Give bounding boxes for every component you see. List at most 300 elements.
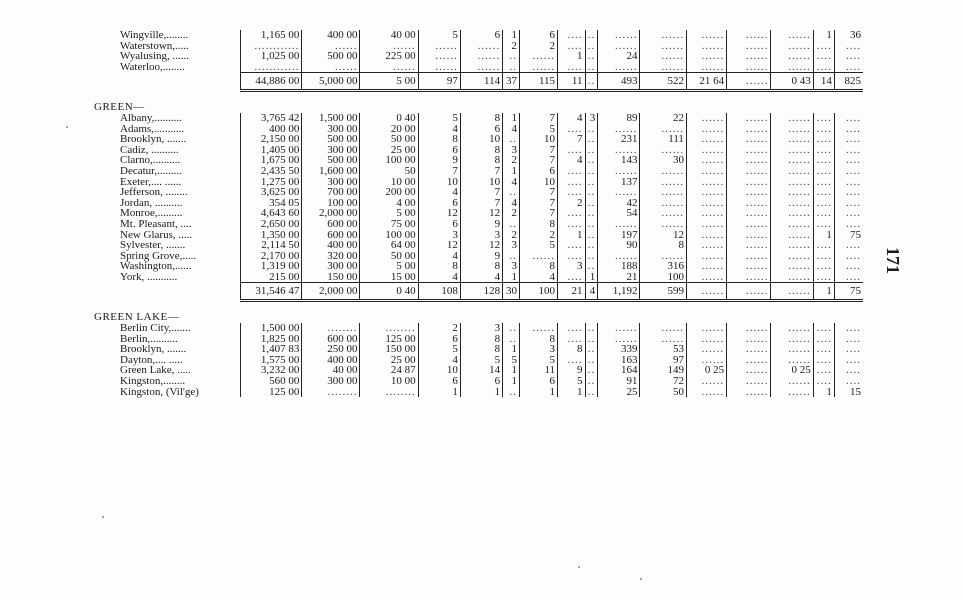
value-cell: 25 00 [360,145,418,156]
town-name: Brooklyn, ....... [120,133,187,146]
value-cell: .... [813,134,834,145]
value-cell: 300 00 [302,124,360,135]
value-cell: .. [585,334,598,345]
value-cell: 24 [598,51,640,62]
value-cell: 7 [460,198,502,209]
value-cell: .... [813,208,834,219]
town-name: Washington,...... [120,260,192,273]
value-cell: 150 00 [360,344,418,355]
value-cell: .... [558,124,585,135]
value-cell: 0 25 [771,365,813,376]
value-cell: ...... [640,62,686,73]
value-cell: .... [834,334,863,345]
value-cell: .... [558,355,585,366]
value-cell: ...... [771,208,813,219]
value-cell: 75 00 [360,219,418,230]
town-name: Exeter,.... ...... [120,175,182,188]
value-cell: ...... [598,30,640,41]
town-name: Wyalusing, ...... [120,50,189,63]
value-cell: .... [558,323,585,334]
value-cell: 164 [598,365,640,376]
value-cell: 5 [418,30,460,41]
value-cell: 30 [503,283,520,301]
value-cell: 125 00 [241,387,302,398]
value-cell: 25 [598,387,640,398]
value-cell: ...... [771,283,813,301]
town-name [118,283,241,301]
value-cell: .. [503,51,520,62]
value-cell: ........ [302,387,360,398]
value-cell: 30 [640,155,686,166]
value-cell: 22 [640,113,686,124]
value-cell: 7 [520,113,558,124]
value-cell: ...... [771,30,813,41]
paper-speck [102,516,104,518]
value-cell: ........ [302,323,360,334]
value-cell: .. [585,145,598,156]
value-cell: 3 [460,230,502,241]
value-cell: ...... [771,187,813,198]
value-cell: ...... [771,334,813,345]
value-cell: ...... [727,145,771,156]
value-cell: 522 [640,73,686,91]
value-cell: 6 [418,198,460,209]
value-cell: 4 [418,272,460,283]
value-cell: 599 [640,283,686,301]
value-cell: 6 [460,376,502,387]
value-cell: 20 00 [360,124,418,135]
value-cell: ...... [360,41,418,52]
value-cell: .. [585,365,598,376]
value-cell: ............ [241,41,302,52]
value-cell: 137 [598,177,640,188]
value-cell: 5 [418,344,460,355]
value-cell: 108 [418,283,460,301]
value-cell: 300 00 [302,145,360,156]
value-cell: ...... [640,198,686,209]
value-cell: .. [585,41,598,52]
value-cell: 97 [418,73,460,91]
value-cell: ...... [727,208,771,219]
value-cell: 2,650 00 [241,219,302,230]
value-cell: 8 [460,344,502,355]
value-cell: ...... [771,272,813,283]
value-cell: 4 [418,355,460,366]
value-cell: ...... [727,387,771,398]
value-cell: ...... [686,134,726,145]
value-cell: 3,232 00 [241,365,302,376]
value-cell: .. [585,251,598,262]
value-cell: .. [585,219,598,230]
value-cell: ...... [686,145,726,156]
value-cell: 4 [520,272,558,283]
value-cell: 50 00 [360,251,418,262]
value-cell: ...... [686,230,726,241]
town-row [118,113,863,124]
value-cell: ...... [640,41,686,52]
value-cell: 21 [558,283,585,301]
value-cell: 200 00 [360,187,418,198]
value-cell: 5 [418,113,460,124]
value-cell: 1,165 00 [241,30,302,41]
value-cell: ...... [686,187,726,198]
value-cell: 400 00 [241,124,302,135]
page-number: 171 [883,247,903,274]
value-cell: 300 00 [302,261,360,272]
value-cell: ...... [727,62,771,73]
value-cell: 700 00 [302,187,360,198]
town-name: Cadiz, .......... [120,143,179,156]
value-cell: 3 [503,261,520,272]
value-cell: .... [813,51,834,62]
value-cell: .. [585,355,598,366]
value-cell: ...... [686,219,726,230]
value-cell: 1 [503,365,520,376]
value-cell: 5 [520,355,558,366]
value-cell: .... [813,187,834,198]
value-cell: 31,546 47 [241,283,302,301]
value-cell: ...... [771,251,813,262]
value-cell: .. [585,134,598,145]
value-cell: 3 [503,145,520,156]
value-cell: ...... [727,198,771,209]
value-cell: 54 [598,208,640,219]
value-cell: ...... [727,124,771,135]
value-cell: ...... [302,62,360,73]
value-cell: ...... [686,355,726,366]
value-cell: ...... [771,240,813,251]
value-cell: .. [585,323,598,334]
town-name [118,73,241,91]
value-cell: .. [585,51,598,62]
value-cell: .... [558,187,585,198]
value-cell: ...... [360,62,418,73]
town-name: Berlin City,....... [120,322,191,335]
value-cell: 64 00 [360,240,418,251]
value-cell: 4 [585,283,598,301]
value-cell: 9 [460,219,502,230]
value-cell: .. [585,344,598,355]
value-cell: .. [585,124,598,135]
town-name: Jordan, .......... [120,196,183,209]
value-cell: .... [834,177,863,188]
value-cell: 1 [520,387,558,398]
value-cell: .... [834,365,863,376]
value-cell: ...... [686,113,726,124]
value-cell: 111 [640,134,686,145]
value-cell: ...... [771,134,813,145]
town-name: Waterstown,..... [120,39,189,52]
value-cell: .... [834,219,863,230]
county-name: GREEN— [94,101,145,114]
value-cell: ...... [640,208,686,219]
value-cell: 4 [418,187,460,198]
value-cell: 1,192 [598,283,640,301]
town-name: York, ........... [120,271,178,284]
value-cell: .... [813,323,834,334]
value-cell: 91 [598,376,640,387]
value-cell: .. [503,251,520,262]
value-cell: .... [834,41,863,52]
value-cell: 9 [558,365,585,376]
value-cell: 7 [558,134,585,145]
value-cell: 12 [418,208,460,219]
value-cell: .... [558,208,585,219]
value-cell: 42 [598,198,640,209]
section-gap [118,91,863,103]
value-cell: ...... [640,30,686,41]
value-cell: ...... [727,334,771,345]
value-cell: 0 40 [360,283,418,301]
value-cell: ............ [241,62,302,73]
value-cell: 500 00 [302,51,360,62]
value-cell: 149 [640,365,686,376]
value-cell: 5 [520,124,558,135]
value-cell: 320 00 [302,251,360,262]
value-cell: .... [558,251,585,262]
value-cell: 114 [460,73,502,91]
value-cell: .... [834,251,863,262]
value-cell: 3 [520,344,558,355]
value-cell: .... [813,355,834,366]
value-cell: 560 00 [241,376,302,387]
value-cell: 8 [460,145,502,156]
value-cell: .... [834,187,863,198]
value-cell: .... [813,344,834,355]
value-cell: ...... [640,177,686,188]
value-cell: .... [834,344,863,355]
value-cell: 2 [503,41,520,52]
value-cell: 14 [813,73,834,91]
value-cell: .. [585,166,598,177]
value-cell: .. [585,261,598,272]
town-name: Sylvester, ....... [120,239,186,252]
value-cell: 7 [460,166,502,177]
value-cell: 1 [558,387,585,398]
value-cell: 115 [520,73,558,91]
town-row [118,30,863,41]
value-cell: 2,000 00 [302,283,360,301]
value-cell: ...... [771,344,813,355]
town-name: Waterloo,........ [120,61,185,74]
value-cell: ...... [727,283,771,301]
town-name: Decatur,......... [120,164,182,177]
value-cell: 9 [460,251,502,262]
value-cell: ...... [686,376,726,387]
value-cell: 0 40 [360,113,418,124]
value-cell: ...... [771,145,813,156]
value-cell: 6 [418,219,460,230]
town-name: Monroe,......... [120,207,183,220]
value-cell: 8 [460,261,502,272]
value-cell: .. [585,155,598,166]
value-cell: 5 [460,355,502,366]
value-cell: 1,405 00 [241,145,302,156]
value-cell: ...... [686,344,726,355]
value-cell: 8 [520,261,558,272]
section-gap [118,301,863,313]
value-cell: 11 [558,73,585,91]
value-cell: 300 00 [302,376,360,387]
value-cell: 10 [520,134,558,145]
value-cell: .. [585,177,598,188]
value-cell: 2 [520,230,558,241]
value-cell: ...... [520,251,558,262]
value-cell: 1 [813,387,834,398]
value-cell: 6 [418,145,460,156]
value-cell: 15 00 [360,272,418,283]
value-cell: 9 [418,155,460,166]
value-cell: 21 64 [686,73,726,91]
value-cell: 44,886 00 [241,73,302,91]
value-cell: 12 [418,240,460,251]
value-cell: .... [558,41,585,52]
value-cell: 100 00 [360,230,418,241]
value-cell: 3 [585,113,598,124]
value-cell: ...... [771,177,813,188]
value-cell: 12 [640,230,686,241]
value-cell: 8 [520,334,558,345]
value-cell: 5 00 [360,261,418,272]
value-cell: 3 [503,240,520,251]
town-name: Kingston, (Vil'ge) [120,385,199,398]
value-cell: 7 [520,208,558,219]
value-cell: ...... [686,51,726,62]
value-cell: .... [558,240,585,251]
town-name: Dayton,.... ..... [120,353,183,366]
value-cell: ...... [520,51,558,62]
value-cell: ...... [727,51,771,62]
value-cell: 300 00 [302,177,360,188]
value-cell: ...... [727,30,771,41]
value-cell: 10 [460,134,502,145]
value-cell: ...... [771,323,813,334]
value-cell: .... [834,208,863,219]
value-cell: 500 00 [302,155,360,166]
value-cell: 50 00 [360,134,418,145]
value-cell: ...... [640,145,686,156]
value-cell: .... [834,51,863,62]
value-cell: 2 [503,230,520,241]
value-cell: 4 [503,177,520,188]
value-cell: ...... [727,240,771,251]
value-cell: 1,500 00 [302,113,360,124]
value-cell: .. [503,219,520,230]
value-cell: .... [834,134,863,145]
value-cell: .. [585,73,598,91]
value-cell: 37 [503,73,520,91]
value-cell: .. [503,62,520,73]
value-cell: .... [834,113,863,124]
value-cell: 8 [640,240,686,251]
value-cell: 354 05 [241,198,302,209]
value-cell: 5 00 [360,208,418,219]
value-cell: 10 [520,177,558,188]
value-cell: ...... [727,41,771,52]
value-cell: 825 [834,73,863,91]
value-cell: 339 [598,344,640,355]
value-cell: 14 [460,365,502,376]
value-cell: 600 00 [302,334,360,345]
value-cell: 10 [418,365,460,376]
value-cell: 10 [460,177,502,188]
value-cell: 8 [558,344,585,355]
value-cell: 100 00 [360,155,418,166]
value-cell: ...... [686,155,726,166]
value-cell: .... [834,376,863,387]
value-cell: 1 [813,30,834,41]
value-cell: 2 [520,41,558,52]
value-cell: ...... [460,41,502,52]
value-cell: ...... [460,62,502,73]
value-cell: ...... [771,219,813,230]
town-row [118,166,863,177]
value-cell: 1 [503,166,520,177]
value-cell: .. [585,187,598,198]
value-cell: 1 [503,344,520,355]
value-cell: ...... [598,323,640,334]
value-cell: 1,825 00 [241,334,302,345]
value-cell: 4 [503,198,520,209]
value-cell: ...... [727,73,771,91]
value-cell: ...... [771,41,813,52]
value-cell: ...... [598,166,640,177]
value-cell: ...... [520,323,558,334]
value-cell: .... [834,240,863,251]
value-cell: ...... [418,51,460,62]
value-cell: ...... [727,251,771,262]
value-cell: .. [503,134,520,145]
value-cell: 600 00 [302,230,360,241]
value-cell: ...... [598,187,640,198]
value-cell: 10 00 [360,376,418,387]
value-cell: 215 00 [241,272,302,283]
value-cell: 225 00 [360,51,418,62]
value-cell: .... [558,145,585,156]
value-cell: 3 [460,323,502,334]
value-cell: ...... [686,283,726,301]
value-cell: 7 [520,145,558,156]
value-cell: ...... [520,62,558,73]
town-row [118,387,863,398]
value-cell: 4 [418,251,460,262]
value-cell: 6 [418,334,460,345]
value-cell: ...... [771,113,813,124]
value-cell: 21 [598,272,640,283]
value-cell: .... [813,240,834,251]
value-cell: .... [813,145,834,156]
value-cell: .... [834,124,863,135]
value-cell: ...... [727,230,771,241]
value-cell: .. [503,187,520,198]
value-cell: 0 43 [771,73,813,91]
value-cell: 5 [558,376,585,387]
value-cell: 15 [834,387,863,398]
value-cell: 12 [460,240,502,251]
value-cell: .... [813,376,834,387]
town-name: Spring Grove,..... [120,249,197,262]
value-cell: 1,575 00 [241,355,302,366]
value-cell: ...... [771,387,813,398]
value-cell: ...... [686,272,726,283]
value-cell: 89 [598,113,640,124]
value-cell: 24 87 [360,365,418,376]
town-name: Green Lake, ..... [120,364,191,377]
value-cell: ...... [771,376,813,387]
value-cell: 4 00 [360,198,418,209]
value-cell: .... [813,272,834,283]
value-cell: .. [585,230,598,241]
